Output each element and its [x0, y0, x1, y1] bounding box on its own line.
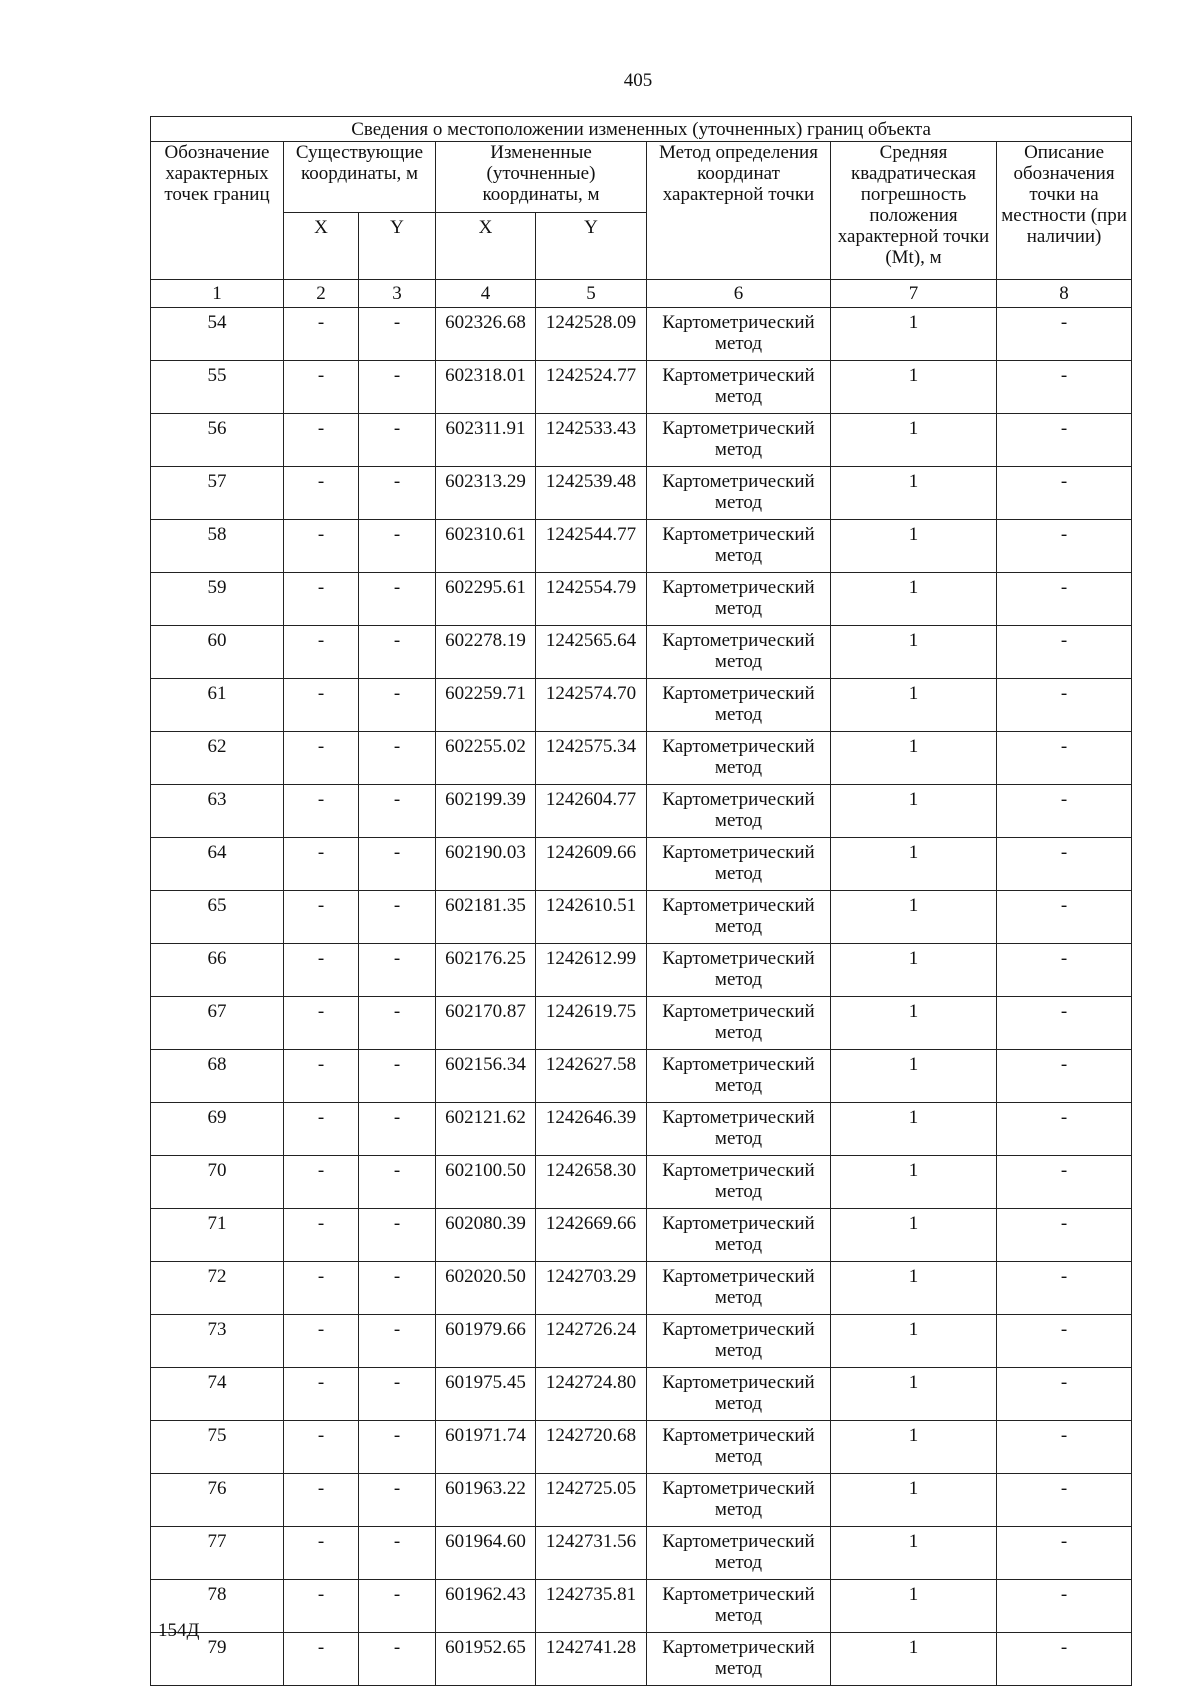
- cell-changed-y: 1242725.05: [536, 1474, 647, 1527]
- table-row: [151, 1368, 1132, 1421]
- table-row: [151, 1633, 1132, 1686]
- table-row: [151, 467, 1132, 520]
- cell-method: Картометрический метод: [647, 1262, 831, 1315]
- cell-changed-x: 602255.02: [436, 732, 536, 785]
- cell-method: Картометрический метод: [647, 1474, 831, 1527]
- cell-method: Картометрический метод: [647, 308, 831, 361]
- cell-existing-y: -: [359, 785, 436, 838]
- cell-existing-x: -: [284, 1262, 359, 1315]
- cell-mean-square-error: 1: [831, 1527, 997, 1580]
- cell-point-description: -: [997, 1580, 1132, 1633]
- cell-changed-x: 602190.03: [436, 838, 536, 891]
- cell-existing-x: -: [284, 732, 359, 785]
- cell-point-number: 78: [151, 1580, 284, 1633]
- cell-mean-square-error: 1: [831, 891, 997, 944]
- cell-mean-square-error: 1: [831, 1050, 997, 1103]
- cell-method: Картометрический метод: [647, 1209, 831, 1262]
- cell-changed-y: 1242554.79: [536, 573, 647, 626]
- cell-changed-y: 1242575.34: [536, 732, 647, 785]
- cell-mean-square-error: 1: [831, 1633, 997, 1686]
- cell-point-description: -: [997, 308, 1132, 361]
- cell-changed-x: 602156.34: [436, 1050, 536, 1103]
- cell-existing-y: -: [359, 1262, 436, 1315]
- cell-mean-square-error: 1: [831, 1474, 997, 1527]
- cell-changed-y: 1242703.29: [536, 1262, 647, 1315]
- header-changed-x: X: [436, 213, 536, 280]
- cell-point-number: 61: [151, 679, 284, 732]
- cell-existing-x: -: [284, 1421, 359, 1474]
- cell-point-description: -: [997, 1209, 1132, 1262]
- table-row: [151, 838, 1132, 891]
- cell-point-number: 70: [151, 1156, 284, 1209]
- cell-existing-y: -: [359, 1368, 436, 1421]
- cell-point-description: -: [997, 1474, 1132, 1527]
- cell-point-number: 74: [151, 1368, 284, 1421]
- cell-point-number: 67: [151, 997, 284, 1050]
- cell-point-number: 62: [151, 732, 284, 785]
- column-number-8: 8: [997, 280, 1132, 308]
- cell-existing-x: -: [284, 1580, 359, 1633]
- cell-point-number: 72: [151, 1262, 284, 1315]
- cell-point-number: 69: [151, 1103, 284, 1156]
- cell-point-number: 57: [151, 467, 284, 520]
- cell-existing-y: -: [359, 1474, 436, 1527]
- column-number-5: 5: [536, 280, 647, 308]
- cell-point-number: 79: [151, 1633, 284, 1686]
- table-row: [151, 1262, 1132, 1315]
- cell-existing-y: -: [359, 1580, 436, 1633]
- cell-existing-y: -: [359, 1315, 436, 1368]
- cell-existing-y: -: [359, 1421, 436, 1474]
- cell-existing-x: -: [284, 944, 359, 997]
- cell-existing-x: -: [284, 308, 359, 361]
- cell-changed-x: 601979.66: [436, 1315, 536, 1368]
- table-row: [151, 573, 1132, 626]
- cell-existing-y: -: [359, 838, 436, 891]
- cell-point-description: -: [997, 1262, 1132, 1315]
- cell-method: Картометрический метод: [647, 573, 831, 626]
- cell-point-number: 73: [151, 1315, 284, 1368]
- cell-existing-x: -: [284, 1527, 359, 1580]
- cell-existing-x: -: [284, 626, 359, 679]
- cell-point-description: -: [997, 1421, 1132, 1474]
- cell-changed-x: 602318.01: [436, 361, 536, 414]
- cell-existing-y: -: [359, 414, 436, 467]
- cell-existing-y: -: [359, 679, 436, 732]
- cell-method: Картометрический метод: [647, 1156, 831, 1209]
- column-number-6: 6: [647, 280, 831, 308]
- cell-method: Картометрический метод: [647, 520, 831, 573]
- cell-changed-x: 601975.45: [436, 1368, 536, 1421]
- header-existing-coordinates: Существующие координаты, м: [284, 142, 436, 213]
- cell-existing-x: -: [284, 573, 359, 626]
- cell-method: Картометрический метод: [647, 944, 831, 997]
- cell-changed-x: 602310.61: [436, 520, 536, 573]
- cell-mean-square-error: 1: [831, 997, 997, 1050]
- column-number-4: 4: [436, 280, 536, 308]
- cell-mean-square-error: 1: [831, 1262, 997, 1315]
- column-number-1: 1: [151, 280, 284, 308]
- cell-changed-x: 602199.39: [436, 785, 536, 838]
- table-row: [151, 1421, 1132, 1474]
- cell-changed-y: 1242533.43: [536, 414, 647, 467]
- cell-existing-y: -: [359, 1156, 436, 1209]
- cell-changed-y: 1242565.64: [536, 626, 647, 679]
- column-number-3: 3: [359, 280, 436, 308]
- table-row: [151, 732, 1132, 785]
- cell-mean-square-error: 1: [831, 573, 997, 626]
- header-changed-y: Y: [536, 213, 647, 280]
- cell-mean-square-error: 1: [831, 414, 997, 467]
- header-existing-x: X: [284, 213, 359, 280]
- footer-code: 154Д: [158, 1620, 200, 1641]
- cell-point-description: -: [997, 520, 1132, 573]
- cell-changed-x: 602170.87: [436, 997, 536, 1050]
- cell-changed-x: 601962.43: [436, 1580, 536, 1633]
- column-number-7: 7: [831, 280, 997, 308]
- cell-point-description: -: [997, 944, 1132, 997]
- cell-point-number: 59: [151, 573, 284, 626]
- cell-changed-y: 1242724.80: [536, 1368, 647, 1421]
- cell-mean-square-error: 1: [831, 1156, 997, 1209]
- cell-existing-x: -: [284, 838, 359, 891]
- cell-changed-y: 1242741.28: [536, 1633, 647, 1686]
- cell-method: Картометрический метод: [647, 626, 831, 679]
- cell-point-description: -: [997, 1368, 1132, 1421]
- cell-point-description: -: [997, 467, 1132, 520]
- cell-changed-y: 1242574.70: [536, 679, 647, 732]
- cell-point-number: 68: [151, 1050, 284, 1103]
- table-row: [151, 1527, 1132, 1580]
- cell-method: Картометрический метод: [647, 838, 831, 891]
- cell-mean-square-error: 1: [831, 679, 997, 732]
- cell-point-number: 60: [151, 626, 284, 679]
- header-existing-y: Y: [359, 213, 436, 280]
- cell-changed-x: 602295.61: [436, 573, 536, 626]
- cell-mean-square-error: 1: [831, 838, 997, 891]
- table-row: [151, 785, 1132, 838]
- cell-existing-x: -: [284, 785, 359, 838]
- cell-point-description: -: [997, 1633, 1132, 1686]
- cell-mean-square-error: 1: [831, 785, 997, 838]
- cell-changed-x: 602326.68: [436, 308, 536, 361]
- cell-existing-y: -: [359, 1209, 436, 1262]
- cell-method: Картометрический метод: [647, 467, 831, 520]
- cell-mean-square-error: 1: [831, 1368, 997, 1421]
- header-point-designation: Обозначение характерных точек границ: [151, 142, 284, 280]
- table-row: [151, 361, 1132, 414]
- cell-point-number: 71: [151, 1209, 284, 1262]
- cell-existing-x: -: [284, 1315, 359, 1368]
- cell-point-number: 54: [151, 308, 284, 361]
- cell-method: Картометрический метод: [647, 997, 831, 1050]
- cell-method: Картометрический метод: [647, 414, 831, 467]
- cell-point-description: -: [997, 573, 1132, 626]
- cell-mean-square-error: 1: [831, 1315, 997, 1368]
- cell-changed-x: 602080.39: [436, 1209, 536, 1262]
- cell-method: Картометрический метод: [647, 1580, 831, 1633]
- cell-mean-square-error: 1: [831, 1421, 997, 1474]
- cell-changed-y: 1242528.09: [536, 308, 647, 361]
- cell-existing-y: -: [359, 732, 436, 785]
- cell-point-description: -: [997, 997, 1132, 1050]
- header-point-description: Описание обозначения точки на местности (при наличии): [997, 142, 1132, 280]
- cell-method: Картометрический метод: [647, 1421, 831, 1474]
- cell-mean-square-error: 1: [831, 626, 997, 679]
- cell-existing-y: -: [359, 1633, 436, 1686]
- cell-changed-x: 602313.29: [436, 467, 536, 520]
- table-row: [151, 891, 1132, 944]
- cell-existing-y: -: [359, 997, 436, 1050]
- cell-method: Картометрический метод: [647, 891, 831, 944]
- cell-existing-y: -: [359, 308, 436, 361]
- cell-mean-square-error: 1: [831, 361, 997, 414]
- cell-changed-y: 1242612.99: [536, 944, 647, 997]
- cell-method: Картометрический метод: [647, 1368, 831, 1421]
- cell-changed-y: 1242544.77: [536, 520, 647, 573]
- table-row: [151, 520, 1132, 573]
- cell-existing-y: -: [359, 1527, 436, 1580]
- cell-existing-x: -: [284, 1103, 359, 1156]
- cell-existing-y: -: [359, 1050, 436, 1103]
- cell-changed-y: 1242610.51: [536, 891, 647, 944]
- cell-existing-x: -: [284, 1050, 359, 1103]
- cell-method: Картометрический метод: [647, 361, 831, 414]
- cell-method: Картометрический метод: [647, 1633, 831, 1686]
- cell-method: Картометрический метод: [647, 1527, 831, 1580]
- cell-point-number: 76: [151, 1474, 284, 1527]
- cell-method: Картометрический метод: [647, 679, 831, 732]
- cell-method: Картометрический метод: [647, 785, 831, 838]
- cell-mean-square-error: 1: [831, 1209, 997, 1262]
- cell-existing-y: -: [359, 891, 436, 944]
- cell-changed-y: 1242735.81: [536, 1580, 647, 1633]
- cell-method: Картометрический метод: [647, 1103, 831, 1156]
- cell-mean-square-error: 1: [831, 732, 997, 785]
- cell-existing-x: -: [284, 1474, 359, 1527]
- cell-changed-y: 1242539.48: [536, 467, 647, 520]
- cell-changed-x: 601963.22: [436, 1474, 536, 1527]
- cell-changed-x: 602181.35: [436, 891, 536, 944]
- cell-mean-square-error: 1: [831, 1580, 997, 1633]
- cell-point-description: -: [997, 1527, 1132, 1580]
- cell-changed-x: 602020.50: [436, 1262, 536, 1315]
- cell-changed-y: 1242646.39: [536, 1103, 647, 1156]
- cell-existing-y: -: [359, 573, 436, 626]
- cell-point-number: 63: [151, 785, 284, 838]
- table-row: [151, 1474, 1132, 1527]
- table-row: [151, 1315, 1132, 1368]
- header-method: Метод определения координат характерной точки: [647, 142, 831, 280]
- cell-changed-y: 1242658.30: [536, 1156, 647, 1209]
- cell-point-description: -: [997, 838, 1132, 891]
- table-row: [151, 1209, 1132, 1262]
- cell-existing-x: -: [284, 361, 359, 414]
- cell-changed-x: 602121.62: [436, 1103, 536, 1156]
- cell-point-description: -: [997, 679, 1132, 732]
- cell-changed-y: 1242524.77: [536, 361, 647, 414]
- cell-existing-x: -: [284, 1209, 359, 1262]
- cell-changed-y: 1242731.56: [536, 1527, 647, 1580]
- cell-changed-x: 601971.74: [436, 1421, 536, 1474]
- cell-existing-y: -: [359, 1103, 436, 1156]
- cell-changed-y: 1242619.75: [536, 997, 647, 1050]
- cell-existing-x: -: [284, 467, 359, 520]
- cell-changed-x: 602278.19: [436, 626, 536, 679]
- cell-point-description: -: [997, 1103, 1132, 1156]
- cell-existing-x: -: [284, 679, 359, 732]
- cell-mean-square-error: 1: [831, 944, 997, 997]
- cell-point-number: 64: [151, 838, 284, 891]
- cell-point-number: 65: [151, 891, 284, 944]
- cell-existing-x: -: [284, 997, 359, 1050]
- column-numbers-row: [151, 280, 1132, 308]
- cell-method: Картометрический метод: [647, 1315, 831, 1368]
- cell-changed-y: 1242720.68: [536, 1421, 647, 1474]
- cell-point-description: -: [997, 785, 1132, 838]
- cell-changed-y: 1242609.66: [536, 838, 647, 891]
- cell-existing-y: -: [359, 520, 436, 573]
- cell-changed-y: 1242627.58: [536, 1050, 647, 1103]
- cell-mean-square-error: 1: [831, 1103, 997, 1156]
- cell-mean-square-error: 1: [831, 467, 997, 520]
- cell-point-number: 66: [151, 944, 284, 997]
- header-changed-coordinates: Измененные (уточненные) координаты, м: [436, 142, 647, 213]
- cell-point-number: 56: [151, 414, 284, 467]
- table-row: [151, 997, 1132, 1050]
- cell-point-number: 75: [151, 1421, 284, 1474]
- cell-method: Картометрический метод: [647, 732, 831, 785]
- cell-existing-y: -: [359, 467, 436, 520]
- cell-point-description: -: [997, 626, 1132, 679]
- cell-existing-x: -: [284, 414, 359, 467]
- cell-point-description: -: [997, 1156, 1132, 1209]
- cell-existing-x: -: [284, 1156, 359, 1209]
- page-number: 405: [623, 70, 653, 91]
- cell-existing-y: -: [359, 944, 436, 997]
- cell-existing-y: -: [359, 361, 436, 414]
- column-number-2: 2: [284, 280, 359, 308]
- cell-point-description: -: [997, 891, 1132, 944]
- cell-mean-square-error: 1: [831, 308, 997, 361]
- cell-method: Картометрический метод: [647, 1050, 831, 1103]
- cell-existing-x: -: [284, 891, 359, 944]
- header-mean-square-error: Средняя квадратическая погрешность положения характерной точки (Mt), м: [831, 142, 997, 280]
- table-row: [151, 944, 1132, 997]
- cell-existing-x: -: [284, 1633, 359, 1686]
- cell-point-description: -: [997, 414, 1132, 467]
- table-title: Сведения о местоположении измененных (уточненных) границ объекта: [151, 117, 1132, 142]
- cell-changed-x: 602176.25: [436, 944, 536, 997]
- cell-existing-x: -: [284, 1368, 359, 1421]
- table-row: [151, 414, 1132, 467]
- table-row: [151, 679, 1132, 732]
- cell-existing-y: -: [359, 626, 436, 679]
- table-row: [151, 1580, 1132, 1633]
- cell-changed-x: 601964.60: [436, 1527, 536, 1580]
- cell-changed-x: 602311.91: [436, 414, 536, 467]
- cell-changed-x: 602100.50: [436, 1156, 536, 1209]
- cell-point-number: 58: [151, 520, 284, 573]
- cell-changed-y: 1242604.77: [536, 785, 647, 838]
- cell-point-description: -: [997, 1050, 1132, 1103]
- table-row: [151, 1156, 1132, 1209]
- cell-mean-square-error: 1: [831, 520, 997, 573]
- cell-existing-x: -: [284, 520, 359, 573]
- cell-point-description: -: [997, 361, 1132, 414]
- cell-changed-x: 601952.65: [436, 1633, 536, 1686]
- boundary-coordinates-table: [150, 116, 1132, 1686]
- cell-changed-y: 1242726.24: [536, 1315, 647, 1368]
- table-row: [151, 1103, 1132, 1156]
- table-row: [151, 626, 1132, 679]
- cell-point-description: -: [997, 732, 1132, 785]
- table-row: [151, 1050, 1132, 1103]
- cell-point-description: -: [997, 1315, 1132, 1368]
- cell-point-number: 55: [151, 361, 284, 414]
- table-row: [151, 308, 1132, 361]
- cell-point-number: 77: [151, 1527, 284, 1580]
- cell-changed-y: 1242669.66: [536, 1209, 647, 1262]
- cell-changed-x: 602259.71: [436, 679, 536, 732]
